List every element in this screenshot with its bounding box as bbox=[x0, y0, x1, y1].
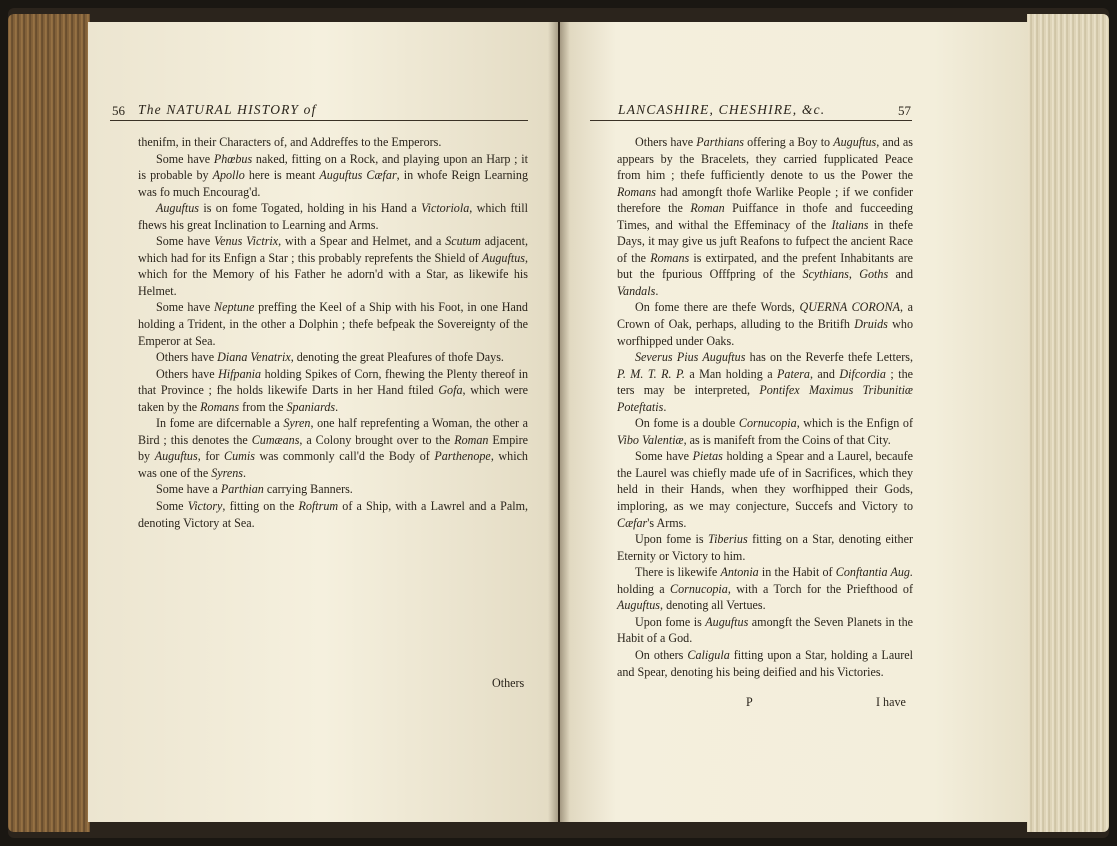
running-head bbox=[618, 102, 825, 118]
right-page bbox=[560, 22, 1028, 822]
paragraph: On fome there are thefe Words, QUERNA CORONA, a Crown of Oak, perhaps, alluding to the Britifh Druids who worfhipped under Oaks. bbox=[617, 300, 913, 348]
paragraph: Severus Pius Auguftus has on the Reverfe thefe Letters, P. M. T. R. P. a Man holding a Patera, and Difcordia ; the ters may be interpreted, Pontifex Maximus Tribunitiæ Poteftatis. bbox=[617, 350, 914, 414]
paragraph: On fome is a double Cornucopia, which is the Enfign of Vibo Valentiæ, as is manifeft from the Coins of that City. bbox=[617, 416, 913, 447]
page-body bbox=[617, 134, 913, 680]
page-number: 56 bbox=[112, 103, 125, 118]
gutter-shadow bbox=[548, 22, 570, 822]
paragraph: thenifm, in their Characters of, and Addreffes to the Emperors. bbox=[138, 135, 442, 149]
paragraph: In fome are difcernable a Syren, one half reprefenting a Woman, the other a Bird ; this denotes the Cumæans, a Colony brought over to the Roman Empire by Auguftus, for Cumis was commonly call'd the Body of Parthenope, which was one of the Syrens. bbox=[138, 416, 529, 480]
left-page-edges bbox=[8, 14, 90, 832]
paragraph: Some have Neptune preffing the Keel of a Ship with his Foot, in one Hand holding a Trident, in the other a Dolphin ; thefe befpeak the Sovereignty of the Emperor at Sea. bbox=[138, 300, 528, 348]
paragraph: Some have Phœbus naked, fitting on a Rock, and playing upon an Harp ; it is probable by Apollo here is meant Auguftus Cæfar, in whofe Reign Learning was fo much Encourag'd. bbox=[138, 151, 528, 199]
paragraph: There is likewife Antonia in the Habit of Conftantia Aug. holding a Cornucopia, with a Torch for the Priefthood of Auguftus, denoting all Vertues. bbox=[617, 565, 913, 613]
right-page-edges bbox=[1027, 14, 1109, 832]
paragraph: Auguftus is on fome Togated, holding in his Hand a Victoriola, which ftill fhews his great Inclination to Learning and Arms. bbox=[138, 201, 529, 232]
signature-mark: P bbox=[746, 695, 753, 709]
running-head-text: LANCASHIRE, CHESHIRE, &c. bbox=[618, 102, 826, 117]
paragraph: Others have Hifpania holding Spikes of Corn, fhewing the Plenty thereof in that Province ; fhe holds likewife Darts in her Hand ftiled Gofa, which were taken by the Romans from the Spaniards. bbox=[138, 366, 528, 414]
running-head bbox=[138, 102, 317, 118]
page-number: 57 bbox=[898, 103, 911, 118]
paragraph: Some have Pietas holding a Spear and a Laurel, becaufe the Laurel was chiefly made ufe of in Sacrifices, which they held in their Hands, when they worfhipped their Gods, imploring, as we may conjecture, Succefs and Victory to Cæfar's Arms. bbox=[617, 449, 913, 530]
paragraph: Some have Venus Victrix, with a Spear and Helmet, and a Scutum adjacent, which had for its Enfign a Star ; this probably reprefents the Shield of Auguftus, which for the Memory of his Father he adorn'd with a Star, as likewife his Helmet. bbox=[138, 234, 528, 298]
paragraph: Others have Parthians offering a Boy to Auguftus, and as appears by the Bracelets, they carried fupplicated Peace from him ; thefe fufficiently denote to us the Power the Romans had amongft thofe Warlike People ; if we confider therefore the Roman Puiffance in thofe and fucceeding Times, and withal the Effeminacy of the Italians in thefe Days, it may give us juft Reafons to fufpect the ancient Race of the Romans is extirpated, and the prefent Inhabitants are but the fpurious Offfpring of the Scythians, Goths and Vandals. bbox=[617, 135, 914, 298]
catchword: I have bbox=[876, 695, 906, 709]
paragraph: Upon fome is Auguftus amongft the Seven Planets in the Habit of a God. bbox=[617, 614, 913, 646]
running-head-text: The NATURAL HISTORY of bbox=[138, 102, 317, 117]
head-rule bbox=[590, 120, 912, 121]
paragraph: Some have a Parthian carrying Banners. bbox=[156, 482, 353, 497]
paragraph: On others Caligula fitting upon a Star, holding a Laurel and Spear, denoting his being deified and his Victories. bbox=[617, 647, 913, 679]
paragraph: Some Victory, fitting on the Roftrum of a Ship, with a Lawrel and a Palm, denoting Victory at Sea. bbox=[138, 499, 528, 530]
left-page bbox=[88, 22, 558, 822]
catchword: Others bbox=[492, 676, 525, 690]
page-body bbox=[138, 134, 528, 531]
paragraph: Upon fome is Tiberius fitting on a Star, denoting either Eternity or Victory to him. bbox=[617, 532, 913, 563]
paragraph: Others have Diana Venatrix, denoting the great Pleafures of thofe Days. bbox=[156, 350, 504, 365]
head-rule bbox=[110, 120, 528, 121]
